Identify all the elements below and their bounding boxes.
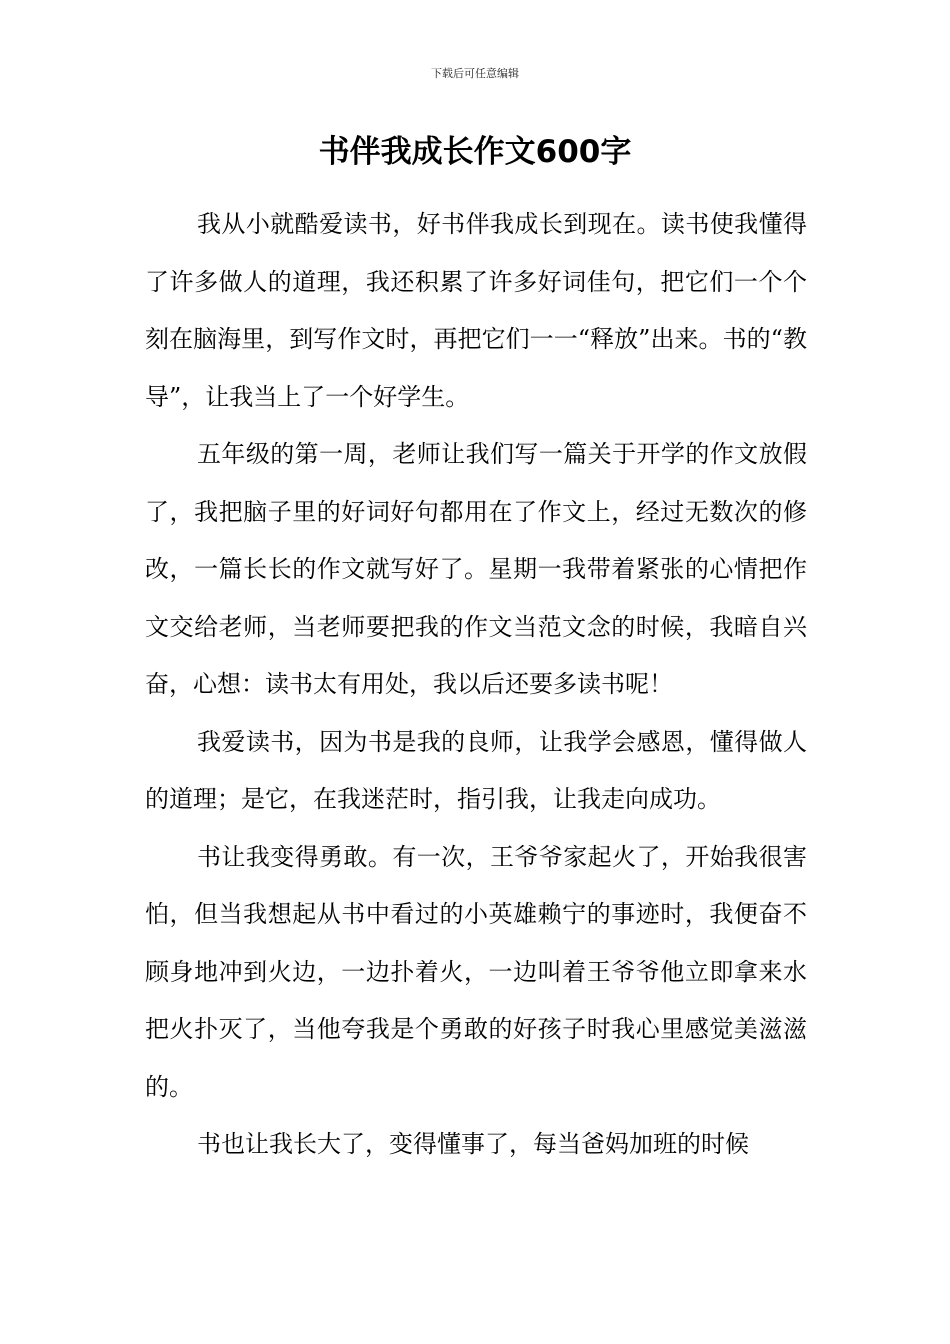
page-header: 下载后可任意编辑	[431, 67, 519, 80]
paragraph-3: 我爱读书，因为书是我的良师，让我学会感恩，懂得做人的道理；是它，在我迷茫时，指引我，让我走向成功。	[145, 727, 807, 813]
document-body	[145, 196, 807, 1174]
paragraph-5: 书也让我长大了，变得懂事了，每当爸妈加班的时候	[197, 1130, 749, 1158]
document-title: 书伴我成长作文600字	[318, 134, 632, 170]
paragraph-1: 我从小就酷爱读书，好书伴我成长到现在。读书使我懂得了许多做人的道理，我还积累了许多好词佳句，把它们一个个刻在脑海里，到写作文时，再把它们一一“释放”出来。书的“教导”，让我当上了一个好学生。	[145, 210, 807, 411]
paragraph-2: 五年级的第一周，老师让我们写一篇关于开学的作文放假了，我把脑子里的好词好句都用在了作文上，经过无数次的修改，一篇长长的作文就写好了。星期一我带着紧张的心情把作文交给老师，当老师要把我的作文当范文念的时候，我暗自兴奋，心想：读书太有用处，我以后还要多读书呢！	[145, 440, 807, 698]
paragraph-4: 书让我变得勇敢。有一次，王爷爷家起火了，开始我很害怕，但当我想起从书中看过的小英雄赖宁的事迹时，我便奋不顾身地冲到火边，一边扑着火，一边叫着王爷爷他立即拿来水把火扑灭了，当他夸我是个勇敢的好孩子时我心里感觉美滋滋的。	[145, 842, 807, 1101]
